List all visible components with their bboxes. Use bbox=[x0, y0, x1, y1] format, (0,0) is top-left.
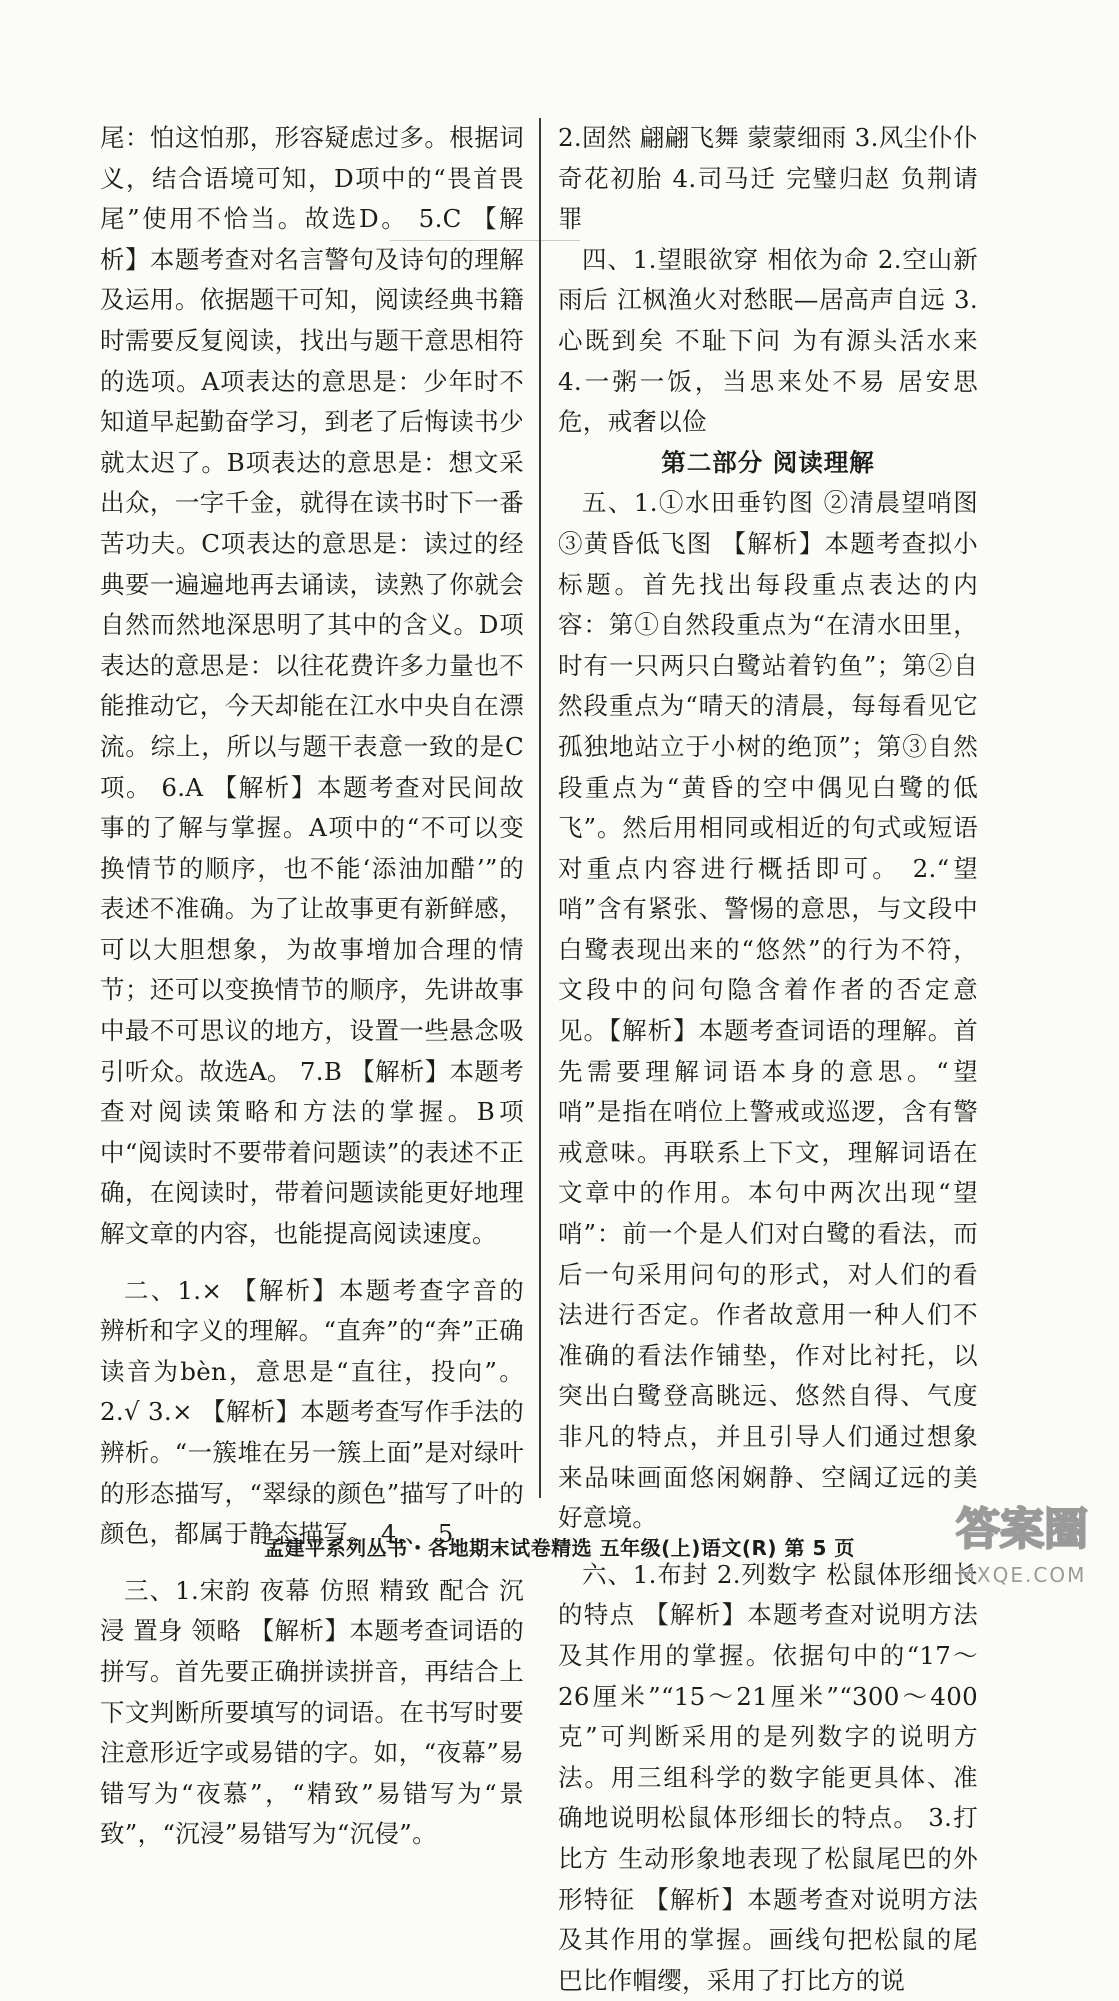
left-column bbox=[100, 118, 524, 1855]
right-paragraph-1: 2.固然 翩翩飞舞 蒙蒙细雨 3.风尘仆仆 奇花初胎 4.司马迁 完璧归赵 负荆请罪 bbox=[558, 123, 978, 234]
page-footer: 孟建平系列丛书・各地期末试卷精选 五年级(上)语文(R) 第 5 页 bbox=[264, 1536, 855, 1560]
section-heading: 第二部分 阅读理解 bbox=[661, 447, 875, 477]
left-paragraph-1: 尾：怕这怕那，形容疑虑过多。根据词义，结合语境可知，D项中的“畏首畏尾”使用不恰当。故选D。 5.C 【解析】本题考查对名言警句及诗句的理解及运用。依据题干可知，阅读经典书籍时需要反复阅读，找出与题干意思相符的选项。A项表达的意思是：少年时不知道早起勤奋学习，到老了后悔读书少就太迟了。B项表达的意思是：想文采出众，一字千金，就得在读书时下一番苦功夫。C项表达的意思是：读过的经典要一遍遍地再去诵读，读熟了你就会自然而然地深思明了其中的含义。D项表达的意思是：以往花费许多力量也不能推动它，今天却能在江水中央自在漂流。综上，所以与题干表意一致的是C项。 6.A 【解析】本题考查对民间故事的了解与掌握。A项中的“不可以变换情节的顺序，也不能‘添油加醋’”的表述不准确。为了让故事更有新鲜感，可以大胆想象，为故事增加合理的情节；还可以变换情节的顺序，先讲故事中最不可思议的地方，设置一些悬念吸引听众。故选A。 7.B 【解析】本题考查对阅读策略和方法的掌握。B项中“阅读时不要带着问题读”的表述不正确，在阅读时，带着问题读能更好地理解文章的内容，也能提高阅读速度。 bbox=[100, 123, 524, 1249]
left-paragraph-3: 三、1.宋韵 夜幕 仿照 精致 配合 沉浸 置身 领略 【解析】本题考查词语的拼写。首先要正确拼读拼音，再结合上下文判断所要填写的词语。在书写时要注意形近字或易错的字。如，“夜幕”易错写为“夜慕”，“精致”易错写为“景致”，“沉浸”易错写为“沉侵”。 bbox=[100, 1575, 524, 1849]
right-column bbox=[558, 118, 978, 2001]
right-paragraph-3: 五、1.①水田垂钓图 ②清晨望哨图 ③黄昏低飞图 【解析】本题考查拟小标题。首先找出每段重点表达的内容：第①自然段重点为“在清水田里，时有一只两只白鹭站着钓鱼”；第②自然段重点为“晴天的清晨，每每看见它孤独地站立于小树的绝顶”；第③自然段重点为“黄昏的空中偶见白鹭的低飞”。然后用相同或相近的句式或短语对重点内容进行概括即可。 2.“望哨”含有紧张、警惕的意思，与文段中白鹭表现出来的“悠然”的行为不符，文段中的问句隐含着作者的否定意见。【解析】本题考查词语的理解。首先需要理解词语本身的意思。“望哨”是指在哨位上警戒或巡逻，含有警戒意味。再联系上下文，理解词语在文章中的作用。本句中两次出现“望哨”：前一个是人们对白鹭的看法，而后一句采用问句的形式，对人们的看法进行否定。作者故意用一种人们不准确的看法作铺垫，作对比衬托，以突出白鹭登高眺远、悠然自得、气度非凡的特点，并且引导人们通过想象来品味画面悠闲娴静、空阔辽远的美好意境。 bbox=[558, 488, 978, 1533]
watermark-logo bbox=[937, 1486, 1107, 1592]
watermark-url: MXQE.COM bbox=[957, 1563, 1087, 1587]
right-paragraph-4: 六、1.布封 2.列数字 松鼠体形细长的特点 【解析】本题考查对说明方法及其作用的掌握。依据句中的“17～26厘米”“15～21厘米”“300～400克”可判断采用的是列数字的说明方法。用三组科学的数字能更具体、准确地说明松鼠体形细长的特点。 3.打比方 生动形象地表现了松鼠尾巴的外形特征 【解析】本题考查对说明方法及其作用的掌握。画线句把松鼠的尾巴比作帽缨，采用了打比方的说 bbox=[558, 1559, 978, 1995]
watermark-text: 答案圈 bbox=[956, 1504, 1088, 1555]
left-paragraph-2: 二、1.× 【解析】本题考查字音的辨析和字义的理解。“直奔”的“奔”正确读音为bèn，意思是“直往，投向”。 2.√ 3.× 【解析】本题考查写作手法的辨析。“一簇堆在另一簇上面”是对绿叶的形态描写，“翠绿的颜色”描写了叶的颜色，都属于静态描写。 4.、 5. bbox=[100, 1275, 524, 1549]
column-divider bbox=[539, 118, 541, 1498]
right-paragraph-2: 四、1.望眼欲穿 相依为命 2.空山新雨后 江枫渔火对愁眠—居高声自远 3.心既到矣 不耻下问 为有源头活水来 4.一粥一饭，当思来处不易 居安思危，戒奢以俭 bbox=[558, 244, 978, 437]
